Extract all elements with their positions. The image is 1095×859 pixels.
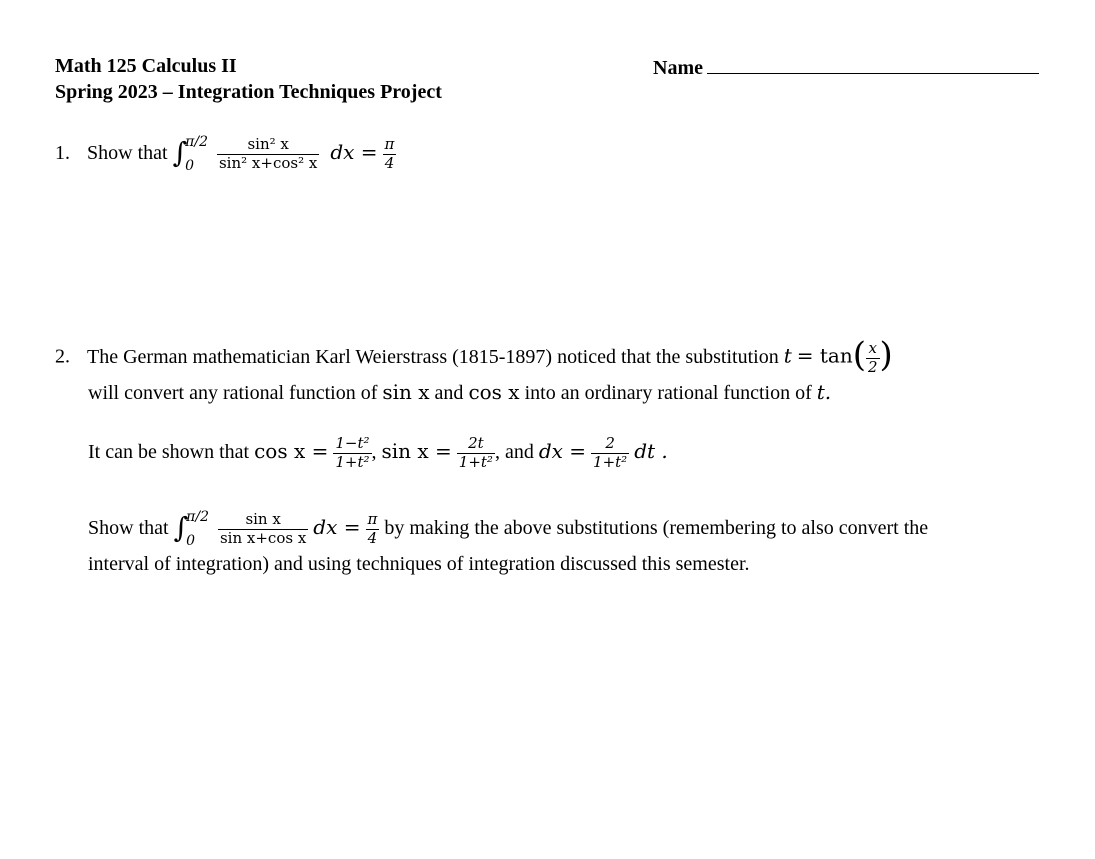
line2-text-a: will convert any rational function of: [88, 382, 378, 404]
differential-2: dx =: [313, 515, 361, 539]
integrand-numerator-2: sin x: [245, 510, 281, 529]
substitution-formulas: [88, 436, 668, 471]
dx-numerator: 2: [605, 434, 615, 452]
dt: dt .: [634, 438, 668, 463]
problem-2-tail-line-2: interval of integration) and using techniques of integration discussed this semester.: [88, 553, 750, 575]
result-denominator-2: 4: [367, 528, 378, 547]
sin-lhs: sin x =: [381, 438, 452, 463]
problem-1: [55, 133, 396, 173]
integral-limits-2: [186, 510, 209, 548]
sin-fraction: [457, 436, 495, 471]
lower-limit: 0: [185, 158, 195, 175]
sub-variable: t: [783, 343, 792, 368]
cos-x: cos x: [468, 380, 520, 404]
left-paren: (: [852, 335, 866, 375]
name-field: [653, 55, 1039, 80]
tan-arg-denominator: 2: [868, 357, 878, 376]
problem-1-lead: Show that: [87, 142, 168, 164]
result-fraction: [383, 137, 397, 172]
name-label: Name: [653, 57, 703, 79]
comma: ,: [371, 440, 377, 463]
cos-denominator: 1+t²: [335, 452, 370, 471]
sin-denominator: 1+t²: [458, 452, 493, 471]
cos-fraction: [333, 436, 371, 471]
tan-argument-fraction: [866, 338, 880, 376]
result-denominator: 4: [384, 153, 395, 172]
show-lead: Show that: [88, 517, 169, 539]
line2-and: and: [434, 382, 464, 404]
problem-2-number: 2.: [55, 345, 70, 368]
upper-limit-2: π/2: [186, 509, 209, 526]
integrand-denominator: sin² x+cos² x: [218, 153, 318, 172]
upper-limit: π/2: [185, 134, 208, 151]
integral-sign-2: ∫: [173, 511, 189, 544]
problem-2-line-1: [55, 335, 893, 378]
integrand-fraction-2: [218, 512, 308, 547]
sub-equals-tan: = tan: [796, 343, 853, 368]
name-blank-line[interactable]: [707, 55, 1039, 74]
result-numerator: π: [384, 135, 395, 154]
problem-2-line-2: [88, 380, 831, 405]
problem-2-intro: The German mathematician Karl Weierstrass (1815-1897) noticed that the substitution: [87, 345, 779, 368]
right-paren: ): [879, 335, 893, 375]
result-numerator-2: π: [367, 510, 378, 529]
cos-lhs: cos x =: [254, 438, 329, 463]
integrand-denominator-2: sin x+cos x: [219, 528, 307, 547]
integrand-fraction: [217, 137, 319, 172]
differential: dx =: [330, 140, 378, 164]
lower-limit-2: 0: [186, 533, 196, 550]
tail-line-1: by making the above substitutions (remembering to also convert the: [384, 517, 929, 539]
sin-numerator: 2t: [468, 434, 484, 452]
sin-x: sin x: [382, 380, 430, 404]
tan-arg-numerator: x: [868, 338, 877, 357]
and-dx: , and: [494, 440, 534, 463]
line2-t: t.: [816, 380, 832, 404]
dx-denominator: 1+t²: [593, 452, 628, 471]
course-title: Math 125 Calculus II: [55, 55, 237, 77]
project-title: Spring 2023 – Integration Techniques Project: [55, 81, 442, 103]
line2-text-b: into an ordinary rational function of: [524, 382, 812, 404]
integrand-numerator: sin² x: [247, 135, 289, 154]
integral-sign: ∫: [172, 136, 188, 169]
dx-lhs: dx =: [538, 438, 587, 463]
dx-fraction: [591, 436, 629, 471]
problem-1-number: 1.: [55, 142, 70, 164]
result-fraction-2: [366, 512, 380, 547]
problem-2-show-that: [88, 508, 928, 548]
cos-numerator: 1−t²: [335, 434, 370, 452]
shown-lead: It can be shown that: [88, 440, 250, 463]
integral-limits: [185, 135, 208, 173]
